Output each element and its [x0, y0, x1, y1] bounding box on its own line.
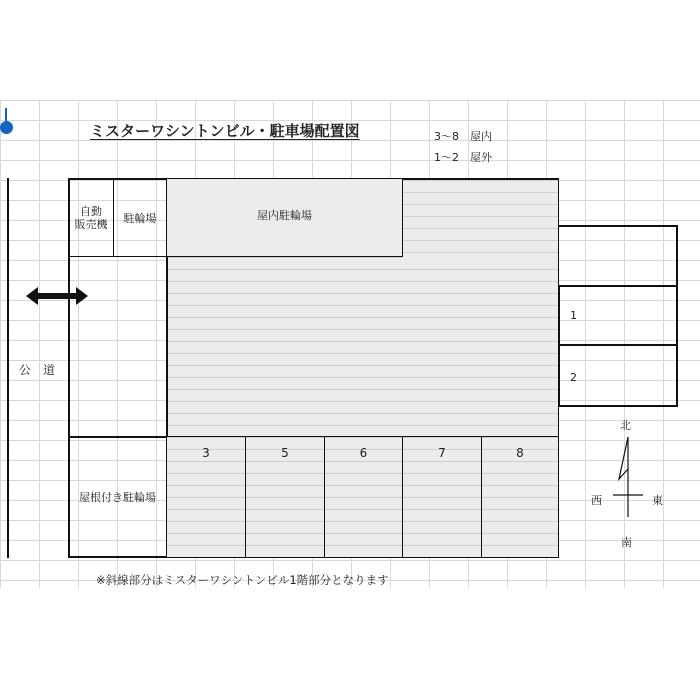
outdoor-area-top	[558, 225, 678, 287]
legend-indoor: 3〜8 屋内	[434, 130, 492, 143]
diagram-title: ミスターワシントンビル・駐車場配置図	[90, 122, 360, 140]
parking-space-6	[324, 436, 403, 558]
outdoor-parking-space-2	[558, 344, 678, 407]
space-number: 7	[438, 446, 446, 460]
space-number: 2	[570, 371, 577, 384]
compass-north-label: 北	[620, 419, 631, 432]
vending-label-line1: 自動	[80, 204, 102, 218]
vending-machine	[68, 178, 114, 257]
footnote: ※斜線部分はミスターワシントンビル1階部分となります	[96, 573, 389, 587]
space-number: 6	[359, 446, 368, 460]
compass-east-label: 東	[652, 494, 663, 507]
bike-parking-label: 駐輪場	[123, 211, 157, 225]
bike-parking	[113, 178, 167, 257]
building-first-floor-area	[167, 257, 558, 437]
compass-south-label: 南	[621, 536, 632, 549]
compass-rose-icon	[608, 433, 648, 521]
covered-bike-parking	[68, 436, 167, 558]
space-number: 3	[202, 446, 210, 460]
parking-space-8	[481, 436, 559, 558]
outdoor-parking-space-1	[558, 285, 678, 346]
parking-space-3	[166, 436, 246, 558]
building-first-floor-area-top	[402, 180, 558, 258]
road-edge-line	[7, 178, 9, 558]
legend-outdoor: 1〜2 屋外	[434, 151, 492, 164]
covered-bike-parking-label: 屋根付き駐輪場	[79, 491, 156, 504]
space-number: 8	[516, 446, 524, 460]
space-number: 5	[281, 446, 289, 460]
parking-space-7	[402, 436, 482, 558]
indoor-bike-parking	[166, 178, 403, 257]
selection-handle-icon[interactable]	[0, 121, 13, 134]
parking-space-5	[245, 436, 325, 558]
compass-west-label: 西	[591, 494, 602, 507]
space-number: 1	[570, 309, 577, 322]
cursor-line	[5, 108, 7, 122]
vending-label-line2: 販売機	[74, 217, 108, 231]
left-area-divider	[166, 256, 168, 438]
road-label: 公 道	[19, 363, 56, 377]
indoor-bike-parking-label: 屋内駐輪場	[257, 208, 312, 222]
